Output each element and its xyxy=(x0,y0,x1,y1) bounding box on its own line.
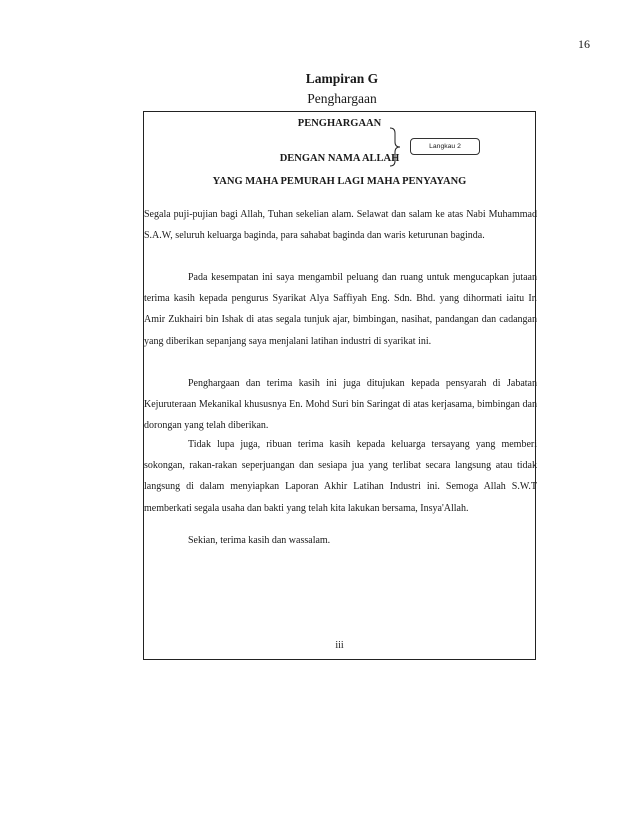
paragraph-3 xyxy=(144,373,537,437)
paragraph-4 xyxy=(144,434,537,519)
sample-heading: PENGHARGAAN xyxy=(297,118,382,129)
appendix-subtitle: Penghargaan xyxy=(307,91,377,106)
paragraph-3-text: Penghargaan dan terima kasih ini juga ditujukan kepada pensyarah di Jabatan Kejuruteraan Mekanikal khususnya En. Mohd Suri bin Saringat di atas kerjasama, bimbingan dan dorongan yang telah diberikan. xyxy=(144,378,537,432)
spacing-note: Langkau 2 xyxy=(410,138,480,155)
roman-page-number: iii xyxy=(335,640,344,651)
paragraph-2-text: Pada kesempatan ini saya mengambil peluang dan ruang untuk mengucapkan jutaan terima kasih kepada pengurus Syarikat Alya Saffiyah Eng. Sdn. Bhd. yang dihormati iaitu Ir. Amir Zukhairi bin Ishak di atas segala tunjuk ajar, bimbingan, nasihat, pandangan dan cadangan yang diberikan sepanjang saya menjalani latihan industri di syarikat ini. xyxy=(144,272,537,347)
closing-line xyxy=(144,530,537,551)
opening-line-1: DENGAN NAMA ALLAH xyxy=(279,153,400,164)
page-number: 16 xyxy=(578,37,590,51)
sample-page-frame xyxy=(143,111,536,660)
opening-line-2: YANG MAHA PEMURAH LAGI MAHA PENYAYANG xyxy=(212,176,467,187)
paragraph-2 xyxy=(144,267,537,352)
closing-line-text: Sekian, terima kasih dan wassalam. xyxy=(188,535,331,546)
paragraph-4-text: Tidak lupa juga, ribuan terima kasih kepada keluarga tersayang yang memberi sokongan, rakan-rakan seperjuangan dan sesiapa jua yang terlibat secara langsung atau tidak langsung di dalam menyiapkan Laporan Akhir Latihan Industri ini. Semoga Allah S.W.T memberkati segala usaha dan bakti yang telah kita lakukan bersama, Insya'Allah. xyxy=(144,439,537,514)
appendix-title: Lampiran G xyxy=(305,71,379,86)
paragraph-1: Segala puji-pujian bagi Allah, Tuhan sekelian alam. Selawat dan salam ke atas Nabi Muhammad S.A.W, seluruh keluarga baginda, para sahabat baginda dan waris keturunan baginda. xyxy=(144,209,537,242)
